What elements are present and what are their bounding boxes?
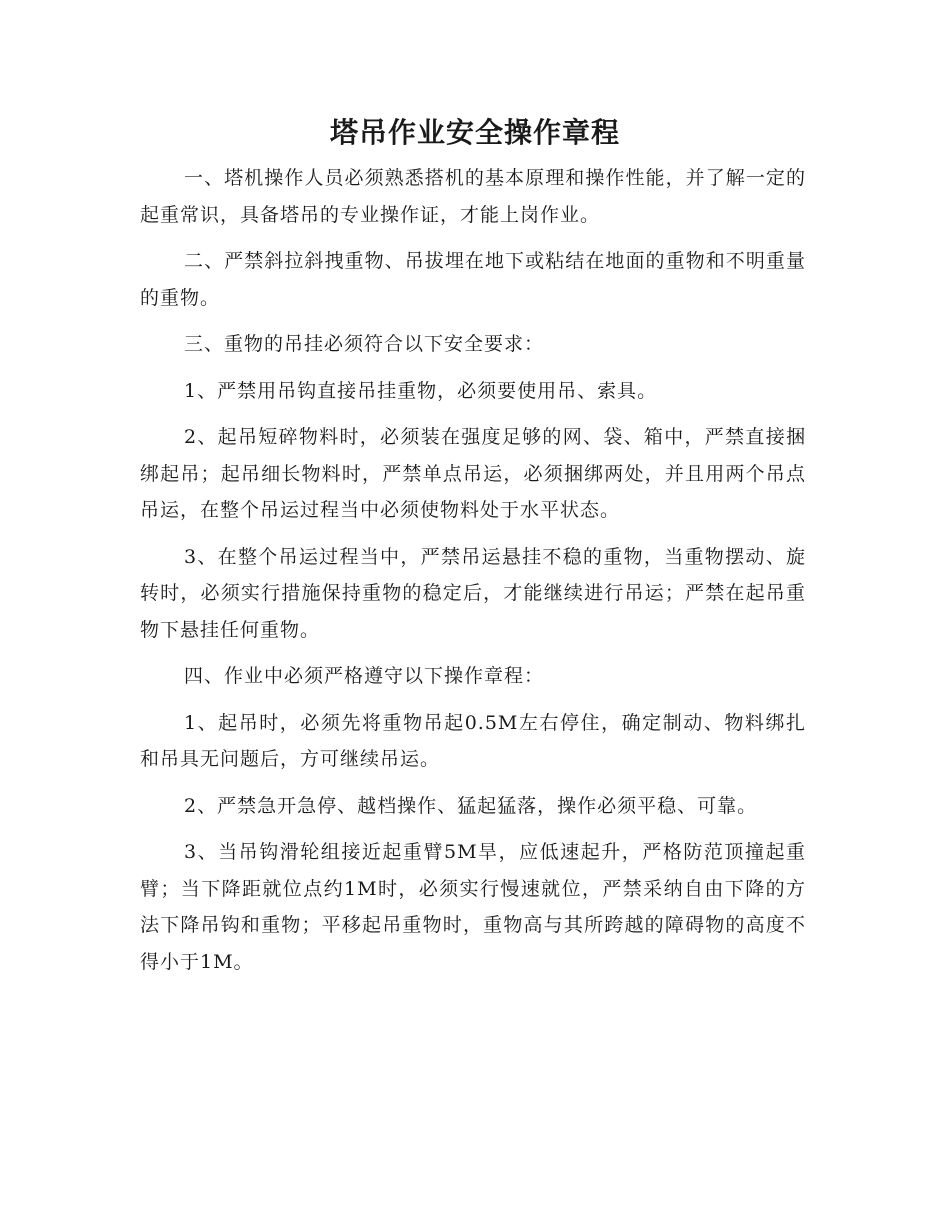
paragraph-1: 一、塔机操作人员必须熟悉搭机的基本原理和操作性能，并了解一定的起重常识，具备塔吊的专业操作证，才能上岗作业。 [140,167,806,226]
paragraph-4: 1、严禁用吊钩直接吊挂重物，必须要使用吊、索具。 [184,379,658,402]
paragraph-3: 三、重物的吊挂必须符合以下安全要求： [184,333,545,355]
paragraph-7: 四、作业中必须严格遵守以下操作章程： [184,665,545,687]
paragraph-2: 二、严禁斜拉斜拽重物、吊拔埋在地下或粘结在地面的重物和不明重量的重物。 [140,250,806,309]
paragraph-6: 3、在整个吊运过程当中，严禁吊运悬挂不稳的重物，当重物摆动、旋转时，必须实行措施保持重物的稳定后，才能继续进行吊运；严禁在起吊重物下悬挂任何重物。 [140,545,806,641]
paragraph-10: 3、当吊钩滑轮组接近起重臂5M旱，应低速起升，严格防范顶撞起重臂；当下降距就位点约1M时，必须实行慢速就位，严禁采纳自由下降的方法下降吊钩和重物；平移起吊重物时，重物高与其所跨越的障碍物的高度不得小于1M。 [140,841,806,973]
paragraph-8: 1、起吊时，必须先将重物吊起0.5M左右停住，确定制动、物料绑扎和吊具无问题后，方可继续吊运。 [140,711,806,770]
document-body [140,160,806,990]
paragraph-9: 2、严禁急开急停、越档操作、猛起猛落，操作必须平稳、可靠。 [184,794,758,817]
document-title: 塔吊作业安全操作章程 [329,116,620,149]
paragraph-5: 2、起吊短碎物料时，必须装在强度足够的网、袋、箱中，严禁直接捆绑起吊；起吊细长物料时，严禁单点吊运，必须捆绑两处，并且用两个吊点吊运，在整个吊运过程当中必须使物料处于水平状态。 [140,426,806,521]
